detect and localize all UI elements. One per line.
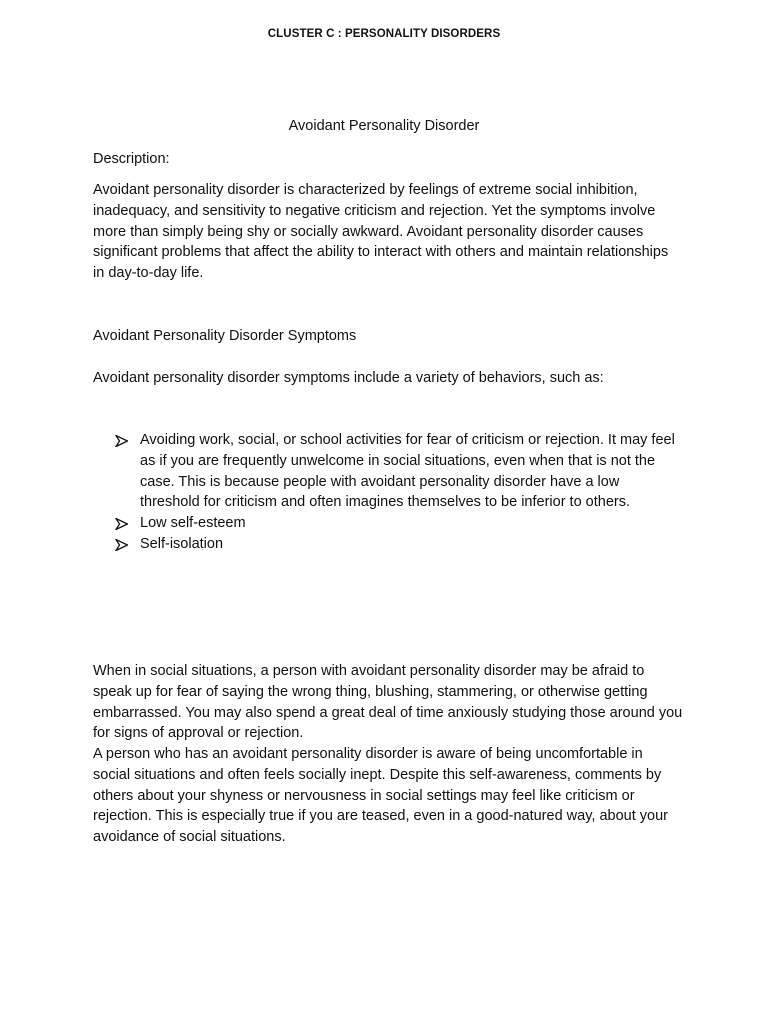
arrowhead-bullet-icon [115,430,131,451]
list-item-text: Self-isolation [140,535,224,552]
list-item-text: Low self-esteem [140,515,246,532]
arrowhead-bullet-icon [115,534,131,555]
list-item-text: Avoiding work, social, or school activities for fear of criticism or rejection. It may feel as if you are frequently unwelcome in social situations, even when that is not the case. This is because people with avoidant personality disorder have a low threshold for criticism and often imagines themselves to be inferior to others. [140,432,675,511]
list-item [115,430,675,513]
list-item [115,513,675,534]
document-title: Avoidant Personality Disorder [288,118,480,134]
symptoms-heading: Avoidant Personality Disorder Symptoms [93,328,357,344]
self-awareness-paragraph: A person who has an avoidant personality disorder is aware of being uncomfortable in social situations and often feels socially inept. Despite this self-awareness, comments by others about your shyness or nervousness in social settings may feel like criticism or rejection. This is especially true if you are teased, even in a good-natured way, about your avoidance of social situations. [93,746,668,846]
description-paragraph: Avoidant personality disorder is characterized by feelings of extreme social inhibition, inadequacy, and sensitivity to negative criticism and rejection. Yet the symptoms involve more than simply being shy or socially awkward. Avoidant personality disorder causes significant problems that affect the ability to interact with others and maintain relationships in day-to-day life. [93,182,669,282]
description-label: Description: [93,151,170,167]
social-situations-paragraph: When in social situations, a person with avoidant personality disorder may be afraid to speak up for fear of saying the wrong thing, blushing, stammering, or otherwise getting embarrassed. You may also spend a great deal of time anxiously studying those around you for signs of approval or rejection. [93,663,683,742]
page-header: CLUSTER C : PERSONALITY DISORDERS [267,28,501,40]
symptoms-list [115,430,675,555]
arrowhead-bullet-icon [115,513,131,534]
symptoms-intro: Avoidant personality disorder symptoms include a variety of behaviors, such as: [93,370,604,386]
list-item [115,534,675,555]
